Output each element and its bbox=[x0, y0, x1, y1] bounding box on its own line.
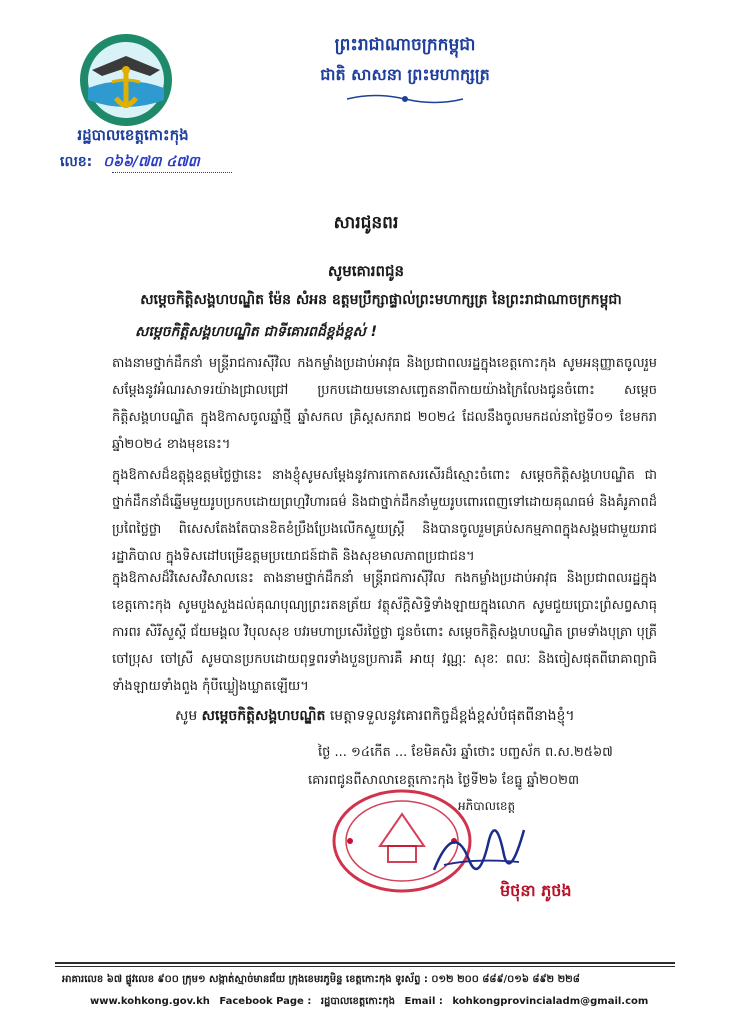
closing-line bbox=[175, 706, 575, 727]
footer-contacts bbox=[90, 994, 670, 1009]
closing-suffix: មេត្តាទទួលនូវគោរពកិច្ចដ៏ខ្ពង់ខ្ពស់បំផុតពីនាងខ្ញុំ។ bbox=[329, 708, 575, 724]
respect-line: សូមគោរពជូន bbox=[327, 262, 405, 280]
signer-title: អភិបាលខេត្ត bbox=[458, 799, 516, 813]
gregorian-date: គោរពជូនពីសាលាខេត្តកោះកុង ថ្ងៃទី២៦ ខែធ្នូ ឆ្នាំ២០២៣ bbox=[308, 773, 580, 788]
kingdom-heading: ព្រះរាជាណាចក្រកម្ពុជា bbox=[334, 35, 476, 55]
paragraph-1: តាងនាមថ្នាក់ដឹកនាំ មន្ត្រីរាជការស៊ីវិល កងកម្លាំងប្រដាប់អាវុធ និងប្រជាពលរដ្ឋក្នុងខេត្តកោះកុង សូមអនុញ្ញាតចូលរួមសម្ដែងនូវអំណរសាទរយ៉ាងជ្រាលជ្រៅ ប្រកបដោយមនោសញ្ចេតនាពីកាយយ៉ាងក្រៃលែងជូនចំពោះ សម្ដេចកិត្តិសង្គហបណ្ឌិត ក្នុងឱកាសចូលឆ្នាំថ្មី ឆ្នាំសកល គ្រិស្តសករាជ ២០២៤ ដែលនឹងចូលមកដល់នាថ្ងៃទី០១ ខែមករា ឆ្នាំ២០២៤ ខាងមុខនេះ។ bbox=[112, 356, 657, 452]
footer-divider-thick bbox=[55, 962, 675, 964]
signature-mark bbox=[424, 810, 534, 890]
reference-value: ០៦៦/៧៣ ៤៧៣ bbox=[103, 154, 200, 170]
footer-divider-thin bbox=[55, 966, 675, 967]
reference-label: លេខ: bbox=[60, 154, 93, 170]
closing-honorific: សម្ដេចកិត្តិសង្គហបណ្ឌិត bbox=[201, 708, 326, 724]
provincial-seal-logo bbox=[70, 30, 182, 130]
facebook-link[interactable]: រដ្ឋបាលខេត្តកោះកុង bbox=[320, 996, 396, 1007]
letter-title: សារជូនពរ bbox=[333, 213, 399, 233]
email-label: Email : bbox=[404, 996, 443, 1007]
organization-name: រដ្ឋបាលខេត្តកោះកុង bbox=[77, 126, 189, 144]
reference-dotted-line bbox=[112, 171, 232, 173]
signer-name: មិថុនា ភូថង bbox=[500, 881, 572, 900]
footer-address: អាគារលេខ ៦៧ ផ្លូវលេខ ៩០០ ក្រុម១ សង្កាត់ស្មាច់មានជ័យ ក្រុងខេមរភូមិន្ទ ខេត្តកោះកុង ទូរស័ព្ទ : ០១២ ២០០ ៨៨៩/០១៦ ៨៩២ ២២៨ bbox=[62, 974, 580, 985]
paragraph-3: ក្នុងឱកាសដ៏វិសេសវិសាលនេះ តាងនាមថ្នាក់ដឹកនាំ មន្ត្រីរាជការស៊ីវិល កងកម្លាំងប្រដាប់អាវុធ និងប្រជាពលរដ្ឋក្នុងខេត្តកោះកុង សូមបួងសួងដល់គុណបុណ្យព្រះរតនត្រ័យ វត្ថុស័ក្តិសិទ្ធិទាំងឡាយក្នុងលោក សូមជួយប្រោះព្រំសព្វសាធុការពរ សិរីសួស្ដី ជ័យមង្គល វិបុលសុខ បវរមហាប្រសើរថ្លៃថ្លា ជូនចំពោះ សម្ដេចកិត្តិសង្គហបណ្ឌិត ព្រមទាំងបុត្រា បុត្រី ចៅប្រុស ចៅស្រី សូមបានប្រកបដោយពុទ្ធពរទាំងបួនប្រការគឺ អាយុ វណ្ណៈ សុខៈ ពលៈ និងចៀសផុតពីរោគាព្យាធិទាំងឡាយទាំងពួង កុំបីឃ្លៀងឃ្លាតឡើយ។ bbox=[112, 571, 657, 694]
national-motto: ជាតិ សាសនា ព្រះមហាក្សត្រ bbox=[320, 65, 490, 84]
closing-prefix: សូម bbox=[175, 708, 198, 724]
facebook-label: Facebook Page : bbox=[219, 996, 312, 1007]
recipient-line: សម្ដេចកិត្តិសង្គហបណ្ឌិត ម៉ែន សំអន ឧត្តមប្រឹក្សាផ្ទាល់ព្រះមហាក្សត្រ នៃព្រះរាជាណាចក្រកម្ពុជា bbox=[140, 292, 622, 308]
website-link[interactable]: www.kohkong.gov.kh bbox=[90, 996, 210, 1007]
paragraph-2: ក្នុងឱកាសដ៏ឧត្ដុង្គឧត្ដមថ្លៃថ្លានេះ នាងខ្ញុំសូមសម្ដែងនូវការកោតសរសើរដ៏ស្មោះចំពោះ សម្ដេចកិត្តិសង្គហបណ្ឌិត ជាថ្នាក់ដឹកនាំដ៏ឆ្នើមមួយរូបប្រកបដោយព្រហ្មវិហារធម៌ និងជាថ្នាក់ដឹកនាំមួយរូបពោរពេញទៅដោយគុណធម៌ និងគំរូភាពដ៏ប្រពៃថ្លៃថ្លា ពិសេសតែងតែបានខិតខំប្រឹងប្រែងលើកស្ទួយស្ត្រី និងបានចូលរួមគ្រប់សកម្មភាពក្នុងសង្គមជាមួយរាជរដ្ឋាភិបាល ក្នុងទិសដៅបម្រើឧត្ដមប្រយោជន៍ជាតិ និងសុខមាលភាពប្រជាជន។ bbox=[112, 468, 657, 564]
email-link[interactable]: kohkongprovincialadm@gmail.com bbox=[452, 996, 649, 1007]
reference-number bbox=[60, 152, 200, 173]
salutation: សម្ដេចកិត្តិសង្គហបណ្ឌិត ជាទីគោរពដ៏ខ្ពង់ខ្ពស់ ! bbox=[135, 324, 378, 340]
lunar-date: ថ្ងៃ ... ១៤កើត ... ខែមិគសិរ ឆ្នាំថោះ បញ្ចស័ក ព.ស.២៥៦៧ bbox=[318, 745, 613, 760]
ornament-divider bbox=[345, 92, 465, 106]
